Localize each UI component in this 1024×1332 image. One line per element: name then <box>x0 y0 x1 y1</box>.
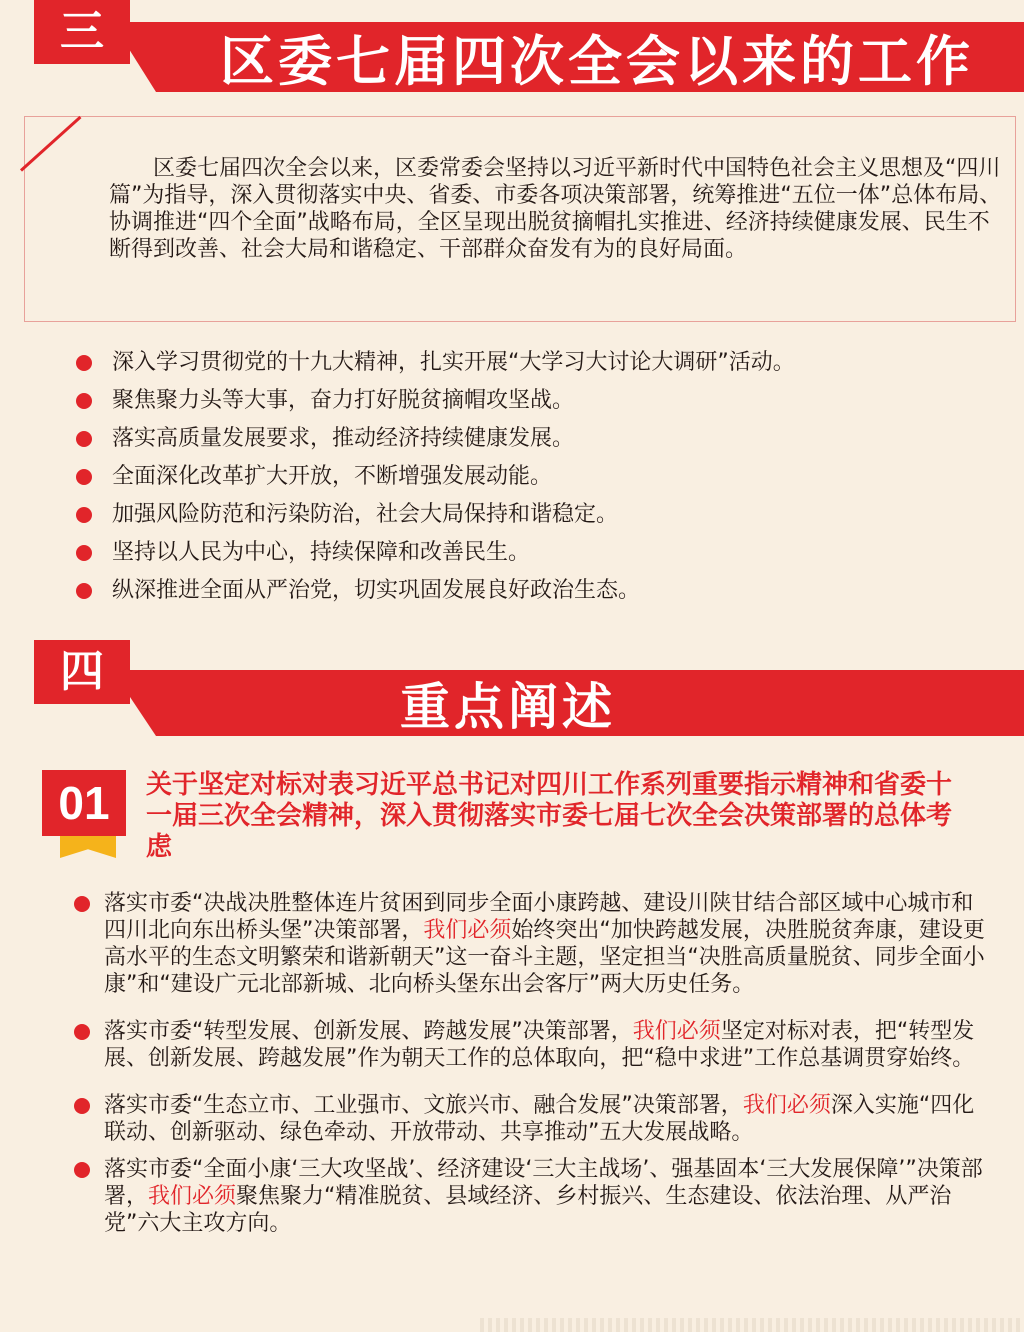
bullet-dot-icon <box>74 1024 90 1040</box>
bullet-dot-icon <box>76 393 92 409</box>
list-item: 全面深化改革扩大开放，不断增强发展动能。 <box>76 458 976 496</box>
bullet-dot-icon <box>74 1162 90 1178</box>
list-item: 落实市委“全面小康‘三大攻坚战’、经济建设‘三大主战场’、强基固本‘三大发展保障’”决策部署，我们必须聚焦聚力“精准脱贫、县域经济、乡村振兴、生态建设、依法治理、从严治党”六大主攻方向。 <box>74 1156 994 1237</box>
bullet-dot-icon <box>74 896 90 912</box>
list-item: 深入学习贯彻党的十九大精神，扎实开展“大学习大讨论大调研”活动。 <box>76 344 976 382</box>
section-3-banner <box>0 0 1024 100</box>
bullet-dot-icon <box>76 507 92 523</box>
list-item: 坚持以人民为中心，持续保障和改善民生。 <box>76 534 976 572</box>
list-item: 落实市委“生态立市、工业强市、文旅兴市、融合发展”决策部署，我们必须深入实施“四化联动、创新驱动、绿色牵动、开放带动、共享推动”五大发展战略。 <box>74 1092 994 1146</box>
section-4-title: 重点阐述 <box>400 678 616 736</box>
bullet-dot-icon <box>76 583 92 599</box>
bullet-dot-icon <box>76 355 92 371</box>
highlight-text: 我们必须 <box>742 1093 831 1118</box>
ribbon-icon <box>60 836 116 858</box>
bullet-dot-icon <box>76 545 92 561</box>
list-item: 纵深推进全面从严治党，切实巩固发展良好政治生态。 <box>76 572 976 610</box>
list-item: 加强风险防范和污染防治，社会大局保持和谐稳定。 <box>76 496 976 534</box>
highlight-text: 我们必须 <box>148 1184 237 1209</box>
section-4-banner <box>0 640 1024 740</box>
subsection-title: 关于坚定对标对表习近平总书记对四川工作系列重要指示精神和省委十一届三次全会精神，深入贯彻落实市委七届七次全会决策部署的总体考虑 <box>146 770 953 862</box>
intro-box <box>24 116 1016 322</box>
section-3-number: 三 <box>34 0 130 64</box>
decorative-footer-band <box>480 1318 1024 1332</box>
subsection-number-badge: 01 <box>42 770 126 836</box>
section-3-bullet-list <box>76 344 976 610</box>
list-item: 落实高质量发展要求，推动经济持续健康发展。 <box>76 420 976 458</box>
section-4-point-list <box>74 890 994 1237</box>
list-item: 落实市委“转型发展、创新发展、跨越发展”决策部署，我们必须坚定对标对表，把“转型发展、创新发展、跨越发展”作为朝天工作的总体取向，把“稳中求进”工作总基调贯穿始终。 <box>74 1018 994 1072</box>
decorative-slash <box>20 116 81 172</box>
bullet-dot-icon <box>76 469 92 485</box>
section-4-number: 四 <box>34 640 130 704</box>
list-item: 落实市委“决战决胜整体连片贫困到同步全面小康跨越、建设川陕甘结合部区域中心城市和四川北向东出桥头堡”决策部署，我们必须始终突出“加快跨越发展，决胜脱贫奔康，建设更高水平的生态文明繁荣和谐新朝天”这一奋斗主题，坚定担当“决胜高质量脱贫、同步全面小康”和“建设广元北部新城、北向桥头堡东出会客厅”两大历史任务。 <box>74 890 994 998</box>
section-3-title: 区委七届四次全会以来的工作 <box>220 29 974 93</box>
bullet-dot-icon <box>74 1098 90 1114</box>
bullet-dot-icon <box>76 431 92 447</box>
intro-paragraph: 区委七届四次全会以来，区委常委会坚持以习近平新时代中国特色社会主义思想及“四川篇”为指导，深入贯彻落实中央、省委、市委各项决策部署，统筹推进“五位一体”总体布局、协调推进“四个全面”战略布局，全区呈现出脱贫摘帽扎实推进、经济持续健康发展、民生不断得到改善、社会大局和谐稳定、干部群众奋发有为的良好局面。 <box>109 156 1002 262</box>
highlight-text: 我们必须 <box>632 1019 721 1044</box>
list-item: 聚焦聚力头等大事，奋力打好脱贫摘帽攻坚战。 <box>76 382 976 420</box>
highlight-text: 我们必须 <box>423 918 512 943</box>
